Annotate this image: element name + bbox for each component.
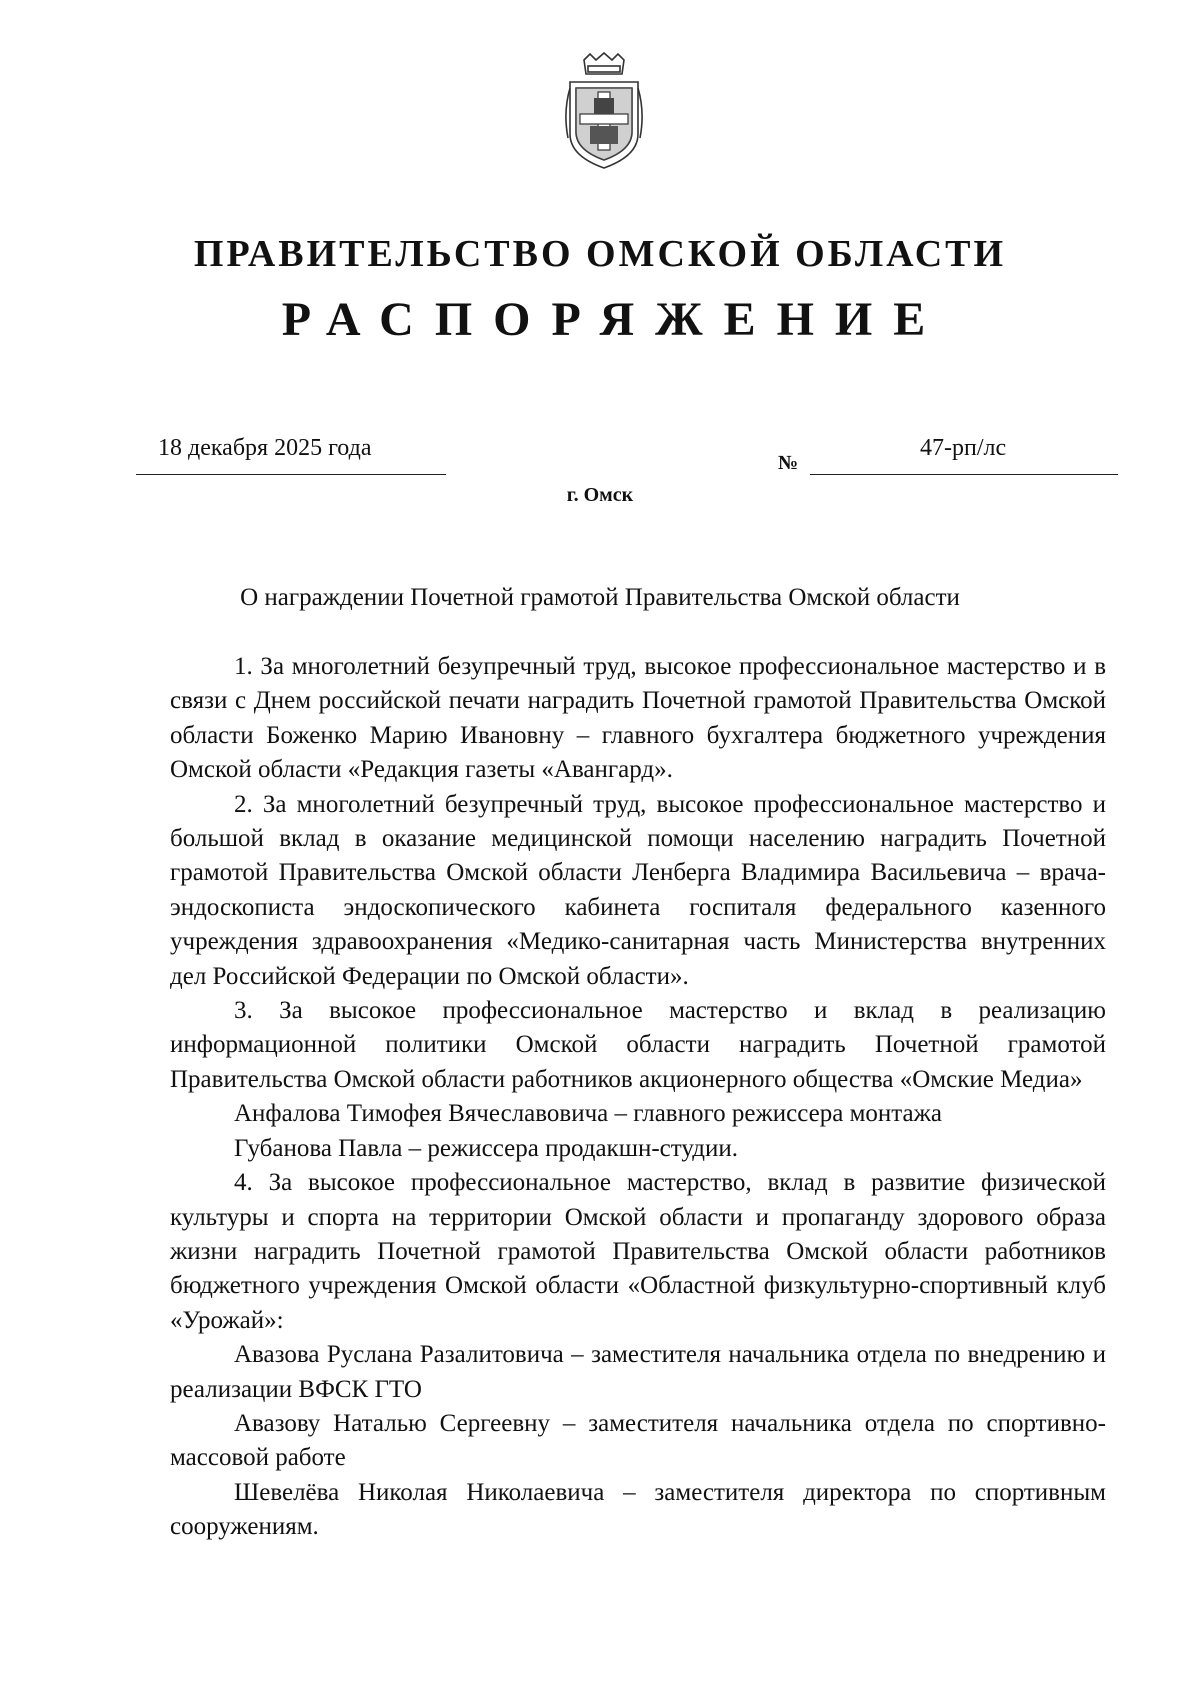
document-date-field [136, 434, 446, 475]
body-paragraph: 3. За высокое профессиональное мастерство и вклад в реализацию информационной политики Омской области наградить Почетной грамотой Правительства Омской области работников акционерного общества «Омские Медиа» [170, 997, 1106, 1093]
body-paragraph: 1. За многолетний безупречный труд, высокое профессиональное мастерство и в связи с Днем российской печати наградить Почетной грамотой Правительства Омской области Боженко Марию Ивановну – главного бухгалтера бюджетного учреждения Омской области «Редакция газеты «Авангард». [170, 653, 1106, 784]
awardee-line: Авазову Наталью Сергеевну – заместителя начальника отдела по спортивно-массовой работе [170, 1409, 1106, 1472]
body-paragraph: 2. За многолетний безупречный труд, высокое профессиональное мастерство и большой вклад в оказание медицинской помощи населению наградить Почетной грамотой Правительства Омской области Ленберга Владимира Васильевича – врача-эндоскописта эндоскопического кабинета госпиталя федерального казенного учреждения здравоохранения «Медико-санитарная часть Министерства внутренних дел Российской Федерации по Омской области». [170, 790, 1106, 990]
awardee-line: Анфалова Тимофея Вячеславовича – главного режиссера монтажа [234, 1100, 942, 1128]
awardee-line: Губанова Павла – режиссера продакшн-студии. [234, 1134, 738, 1162]
document-subject: О награждении Почетной грамотой Правительства Омской области [240, 584, 960, 611]
document-type-title: РАСПОРЯЖЕНИЕ [281, 293, 947, 346]
organization-title: ПРАВИТЕЛЬСТВО ОМСКОЙ ОБЛАСТИ [193, 233, 1007, 275]
body-paragraph: 4. За высокое профессиональное мастерство, вклад в развитие физической культуры и спорта на территории Омской области и пропаганду здорового образа жизни наградить Почетной грамотой Правительства Омской области работников бюджетного учреждения Омской области «Областной физкультурно-спортивный клуб «Урожай»: [170, 1169, 1106, 1334]
awardee-line: Шевелёва Николая Николаевича – заместителя директора по спортивным сооружениям. [170, 1478, 1106, 1541]
document-number-field [810, 434, 1118, 475]
document-number: 47-рп/лс [920, 435, 1007, 461]
document-date: 18 декабря 2025 года [158, 435, 372, 461]
awardee-line: Авазова Руслана Разалитовича – заместителя начальника отдела по внедрению и реализации ВФСК ГТО [170, 1341, 1106, 1403]
number-sign: № [778, 452, 799, 474]
document-body [170, 650, 1106, 1545]
coat-of-arms-icon [560, 52, 648, 172]
city-label: г. Омск [566, 484, 634, 506]
